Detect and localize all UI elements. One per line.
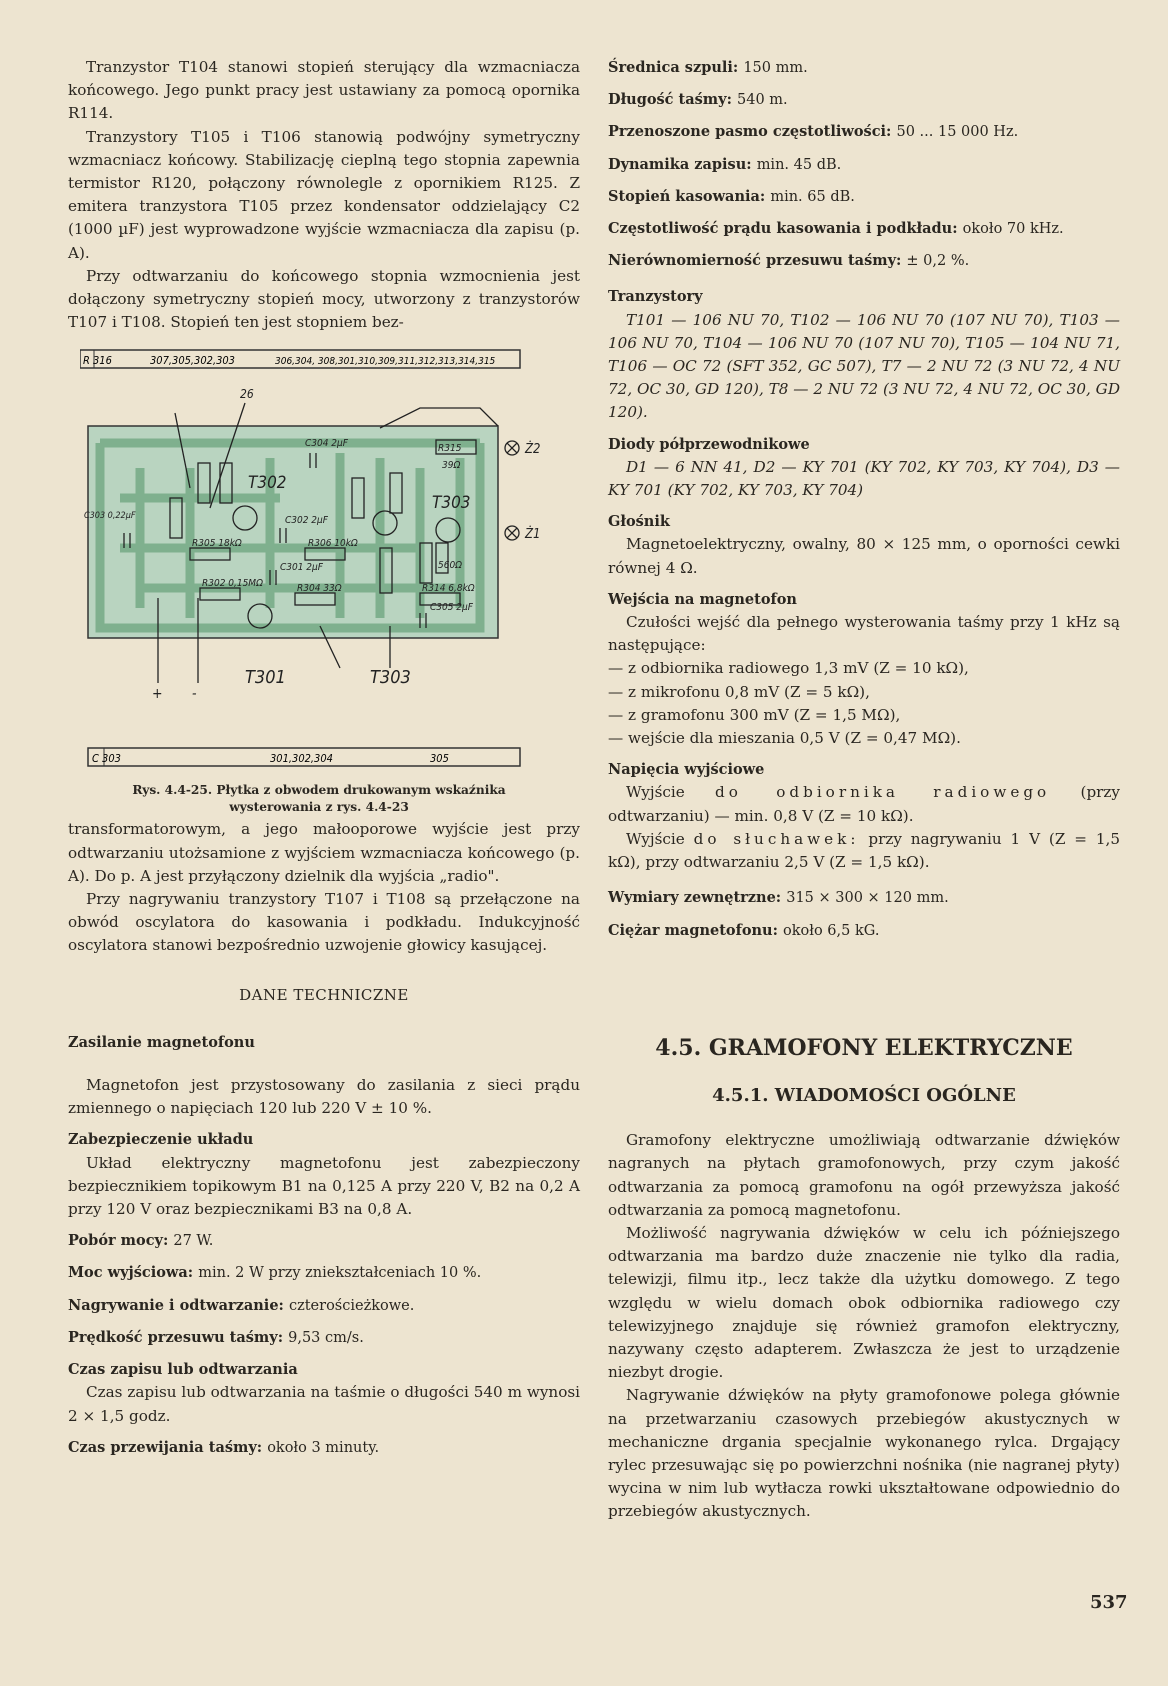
zasilanie-text: Magnetofon jest przystosowany do zasilania z sieci prądu zmiennego o napięciach 120 lub 220 V ± 10 %. xyxy=(68,1076,580,1118)
label-t302: T302 xyxy=(248,473,287,494)
czas-zapisu-text: Czas zapisu lub odtwarzania na taśmie o długości 540 m wynosi 2 × 1,5 godz. xyxy=(68,1383,580,1425)
label-minus: - xyxy=(192,686,197,703)
label-z1: Ż1 xyxy=(525,527,541,543)
wejscia-intro: Czułości wejść dla pełnego wysterowania taśmy przy 1 kHz są następujące: xyxy=(608,613,1120,655)
label-c301: C301 2µF xyxy=(280,562,323,574)
diody-heading: Diody półprzewodnikowe xyxy=(608,435,810,453)
nagrywanie-value: czterościeżkowe. xyxy=(288,1297,415,1314)
pobor-mocy-row xyxy=(68,1229,580,1253)
circuit-board-figure xyxy=(80,348,558,814)
wymiary-label: Wymiary zewnętrzne: xyxy=(608,889,782,907)
zasilanie-heading: Zasilanie magnetofonu xyxy=(68,1033,255,1051)
nierownomiernosc-row xyxy=(608,249,1120,273)
printed-circuit-diagram xyxy=(80,348,558,768)
bottom-bar-left: C 303 xyxy=(92,752,121,766)
label-t301: T301 xyxy=(245,667,286,689)
label-t303: T303 xyxy=(370,667,411,689)
after-figure-paragraph-1: transformatorowym, a jego małooporowe wyjście jest przy odtwarzaniu utożsamione z wyjściem wzmacniacza końcowego (p. A). Do p. A jest przyłączony dzielnik dla wyjścia „radio". xyxy=(68,820,580,885)
moc-value: min. 2 W przy zniekształceniach 10 %. xyxy=(198,1265,482,1282)
dynamika-row xyxy=(608,153,1120,177)
label-c304: C304 2µF xyxy=(305,438,348,450)
predkosc-row xyxy=(68,1326,580,1350)
label-z2: Ż2 xyxy=(525,442,541,458)
wyjscie-sluchawki xyxy=(608,828,1120,874)
wejscia-list xyxy=(608,657,1120,750)
label-26: 26 xyxy=(240,387,254,402)
dynamika-value: min. 45 dB. xyxy=(756,156,842,173)
tranzystory-heading: Tranzystory xyxy=(608,288,703,306)
top-bar-right: 306,304, 308,301,310,309,311,312,313,314,315 xyxy=(275,356,496,368)
tranzystory-text: T101 — 106 NU 70, T102 — 106 NU 70 (107 NU 70), T103 — 106 NU 70, T104 — 106 NU 70 (107 NU 70), T105 — 104 NU 71, T106 — OC 72 (SFT 352, GC 507), T7 — 2 NU 72 (3 NU 72, 4 NU 72, OC 30, GD 120), T8 — 2 NU 72 (3 NU 72, 4 NU 72, OC 30, GD 120). xyxy=(608,310,1120,422)
label-r304: R304 33Ω xyxy=(297,583,342,595)
wyj2-prefix: Wyjście xyxy=(626,829,685,848)
wejscia-item: — z gramofonu 300 mV (Z = 1,5 MΩ), xyxy=(608,705,901,724)
ciezar-row xyxy=(608,919,1120,943)
dane-techniczne-heading: DANE TECHNICZNE xyxy=(239,985,409,1004)
predkosc-label: Prędkość przesuwu taśmy: xyxy=(68,1328,284,1346)
predkosc-value: 9,53 cm/s. xyxy=(288,1329,364,1346)
nagrywanie-label: Nagrywanie i odtwarzanie: xyxy=(68,1296,284,1314)
srednica-label: Średnica szpuli: xyxy=(608,59,739,76)
nagrywanie-row xyxy=(68,1294,580,1318)
czas-zapisu-heading: Czas zapisu lub odtwarzania xyxy=(68,1361,298,1379)
przewijanie-row xyxy=(68,1436,580,1460)
wymiary-row xyxy=(608,886,1120,910)
diody-text: D1 — 6 NN 41, D2 — KY 701 (KY 702, KY 703, KY 704), D3 — KY 701 (KY 702, KY 703, KY 704) xyxy=(608,457,1120,500)
top-bar-mid: 307,305,302,303 xyxy=(150,354,235,368)
after-figure-paragraph-2: Przy nagrywaniu tranzystory T107 i T108 są przełączone na obwód oscylatora do kasowania i podkładu. Indukcyjność oscylatora stanowi bezpośrednio uzwojenie głowicy kasującej. xyxy=(68,890,580,955)
label-t303-board: T303 xyxy=(432,493,471,514)
label-plus: + xyxy=(152,686,163,703)
glosnik-text: Magnetoelektryczny, owalny, 80 × 125 mm, o oporności cewki równej 4 Ω. xyxy=(608,535,1120,577)
bottom-bar-mid: 301,302,304 xyxy=(270,752,333,766)
label-c305: C305 2µF xyxy=(430,602,473,614)
label-r305: R305 18kΩ xyxy=(192,538,242,550)
pasmo-label: Przenoszone pasmo częstotliwości: xyxy=(608,123,892,141)
ciezar-label: Ciężar magnetofonu: xyxy=(608,921,778,939)
moc-row xyxy=(68,1261,580,1285)
intro-paragraph-1: Tranzystor T104 stanowi stopień sterujący dla wzmacniacza końcowego. Jego punkt pracy jest ustawiany za pomocą opornika R114. xyxy=(68,58,580,123)
top-bar-left: R 316 xyxy=(83,354,112,368)
czestotliwosc-row xyxy=(608,217,1120,241)
label-r314: R314 6,8kΩ xyxy=(422,583,475,595)
srednica-row xyxy=(608,56,1120,80)
napiecia-heading: Napięcia wyjściowe xyxy=(608,761,765,779)
right-column xyxy=(608,56,1120,1524)
ciezar-value: około 6,5 kG. xyxy=(783,922,880,939)
left-column xyxy=(68,56,580,1460)
moc-label: Moc wyjściowa: xyxy=(68,1264,194,1282)
label-r306: R306 10kΩ xyxy=(308,538,358,550)
kasowanie-label: Stopień kasowania: xyxy=(608,187,766,205)
section-heading: 4.5. GRAMOFONY ELEKTRYCZNE xyxy=(655,1034,1073,1061)
zabezpieczenie-heading: Zabezpieczenie układu xyxy=(68,1131,254,1149)
glosnik-heading: Głośnik xyxy=(608,513,670,531)
wyj2-spaced: do słuchawek: xyxy=(693,829,860,848)
nierownomiernosc-label: Nierównomierność przesuwu taśmy: xyxy=(608,252,902,270)
label-560ohm: 560Ω xyxy=(438,560,463,572)
subsection-heading: 4.5.1. WIADOMOŚCI OGÓLNE xyxy=(712,1084,1016,1106)
dlugosc-label: Długość taśmy: xyxy=(608,91,732,109)
dlugosc-value: 540 m. xyxy=(737,92,788,109)
dynamika-label: Dynamika zapisu: xyxy=(608,155,752,173)
label-r302: R302 0,15MΩ xyxy=(202,578,263,590)
label-c302: C302 2µF xyxy=(285,515,328,527)
wyj1-prefix: Wyjście xyxy=(626,783,685,802)
pasmo-value: 50 ... 15 000 Hz. xyxy=(896,124,1019,141)
bottom-bar-right: 305 xyxy=(430,752,449,766)
czestotliwosc-value: około 70 kHz. xyxy=(962,221,1064,238)
wejscia-item: — z odbiornika radiowego 1,3 mV (Z = 10 kΩ), xyxy=(608,659,969,678)
label-39ohm: 39Ω xyxy=(442,460,461,472)
intro-paragraph-2: Tranzystory T105 i T106 stanowią podwójny symetryczny wzmacniacz końcowy. Stabilizację cieplną tego stopnia zapewnia termistor R120, połączony równolegle z opornikiem R125. Z emitera tranzystora T105 przez kondensator oddzielający C2 (1000 µF) jest wyprowadzone wyjście wzmacniacza dla zapisu (p. A). xyxy=(68,127,580,262)
srednica-value: 150 mm. xyxy=(743,60,808,76)
label-r315: R315 xyxy=(438,443,462,455)
wejscia-item: — wejście dla mieszania 0,5 V (Z = 0,47 MΩ). xyxy=(608,729,961,748)
section-paragraph-2: Możliwość nagrywania dźwięków w celu ich późniejszego odtwarzania ma bardzo duże znaczenie nie tylko dla radia, telewizji, filmu itp., lecz także dla użytku domowego. Z tego względu w wielu domach obok odbiornika radiowego czy telewizyjnego znajduje się również gramofon elektryczny, nazywany często adapterem. Zwłaszcza że jest to urządzenie niezbyt drogie. xyxy=(608,1223,1120,1382)
wyjscie-radio xyxy=(608,781,1120,827)
intro-paragraph-3: Przy odtwarzaniu do końcowego stopnia wzmocnienia jest dołączony symetryczny stopień mocy, utworzony z tranzystorów T107 i T108. Stopień ten jest stopniem bez- xyxy=(68,266,580,332)
wymiary-value: 315 × 300 × 120 mm. xyxy=(786,890,949,907)
przewijanie-label: Czas przewijania taśmy: xyxy=(68,1438,263,1456)
wyj1-spaced: do odbiornika radiowego xyxy=(715,783,1051,802)
pasmo-row xyxy=(608,120,1120,144)
pobor-label: Pobór mocy: xyxy=(68,1232,169,1250)
przewijanie-value: około 3 minuty. xyxy=(267,1439,380,1456)
kasowanie-value: min. 65 dB. xyxy=(770,188,855,205)
kasowanie-row xyxy=(608,185,1120,209)
dlugosc-row xyxy=(608,88,1120,112)
wyj1-rest: (przy odtwarzaniu) — min. 0,8 V (Z = 10 kΩ). xyxy=(608,783,1121,825)
label-c303: C303 0,22µF xyxy=(84,511,136,522)
page-number: 537 xyxy=(1090,1592,1128,1613)
figure-caption: Rys. 4.4-25. Płytka z obwodem drukowanym wskaźnika wysterowania z rys. 4.4-23 xyxy=(132,782,506,814)
wyj2-rest: przy nagrywaniu 1 V (Z = 1,5 kΩ), przy odtwarzaniu 2,5 V (Z = 1,5 kΩ). xyxy=(608,829,1121,872)
section-paragraph-3: Nagrywanie dźwięków na płyty gramofonowe polega głównie na przetwarzaniu czasowych przebiegów akustycznych w mechaniczne drgania specjalnie wykonanego rylca. Drgający rylec przesuwając się po powierzchni nośnika (nie nagranej płyty) wycina w nim lub wytłacza rowki ukształtowane odpowiednio do przebiegów akustycznych. xyxy=(608,1386,1120,1521)
zabezpieczenie-text: Układ elektryczny magnetofonu jest zabezpieczony bezpiecznikiem topikowym B1 na 0,125 A przy 220 V, B2 na 0,2 A przy 120 V oraz bezpiecznikami B3 na 0,8 A. xyxy=(68,1153,580,1219)
wejscia-item: — z mikrofonu 0,8 mV (Z = 5 kΩ), xyxy=(608,682,870,701)
czestotliwosc-label: Częstotliwość prądu kasowania i podkładu: xyxy=(608,220,958,238)
section-paragraph-1: Gramofony elektryczne umożliwiają odtwarzanie dźwięków nagranych na płytach gramofonowych, przy czym jakość odtwarzania za pomocą gramofonu na ogół przewyższa jakość odtwarzania za pomocą magnetofonu. xyxy=(608,1131,1120,1219)
pobor-value: 27 W. xyxy=(173,1233,214,1250)
wejscia-heading: Wejścia na magnetofon xyxy=(608,590,797,608)
nierownomiernosc-value: ± 0,2 %. xyxy=(906,253,970,270)
